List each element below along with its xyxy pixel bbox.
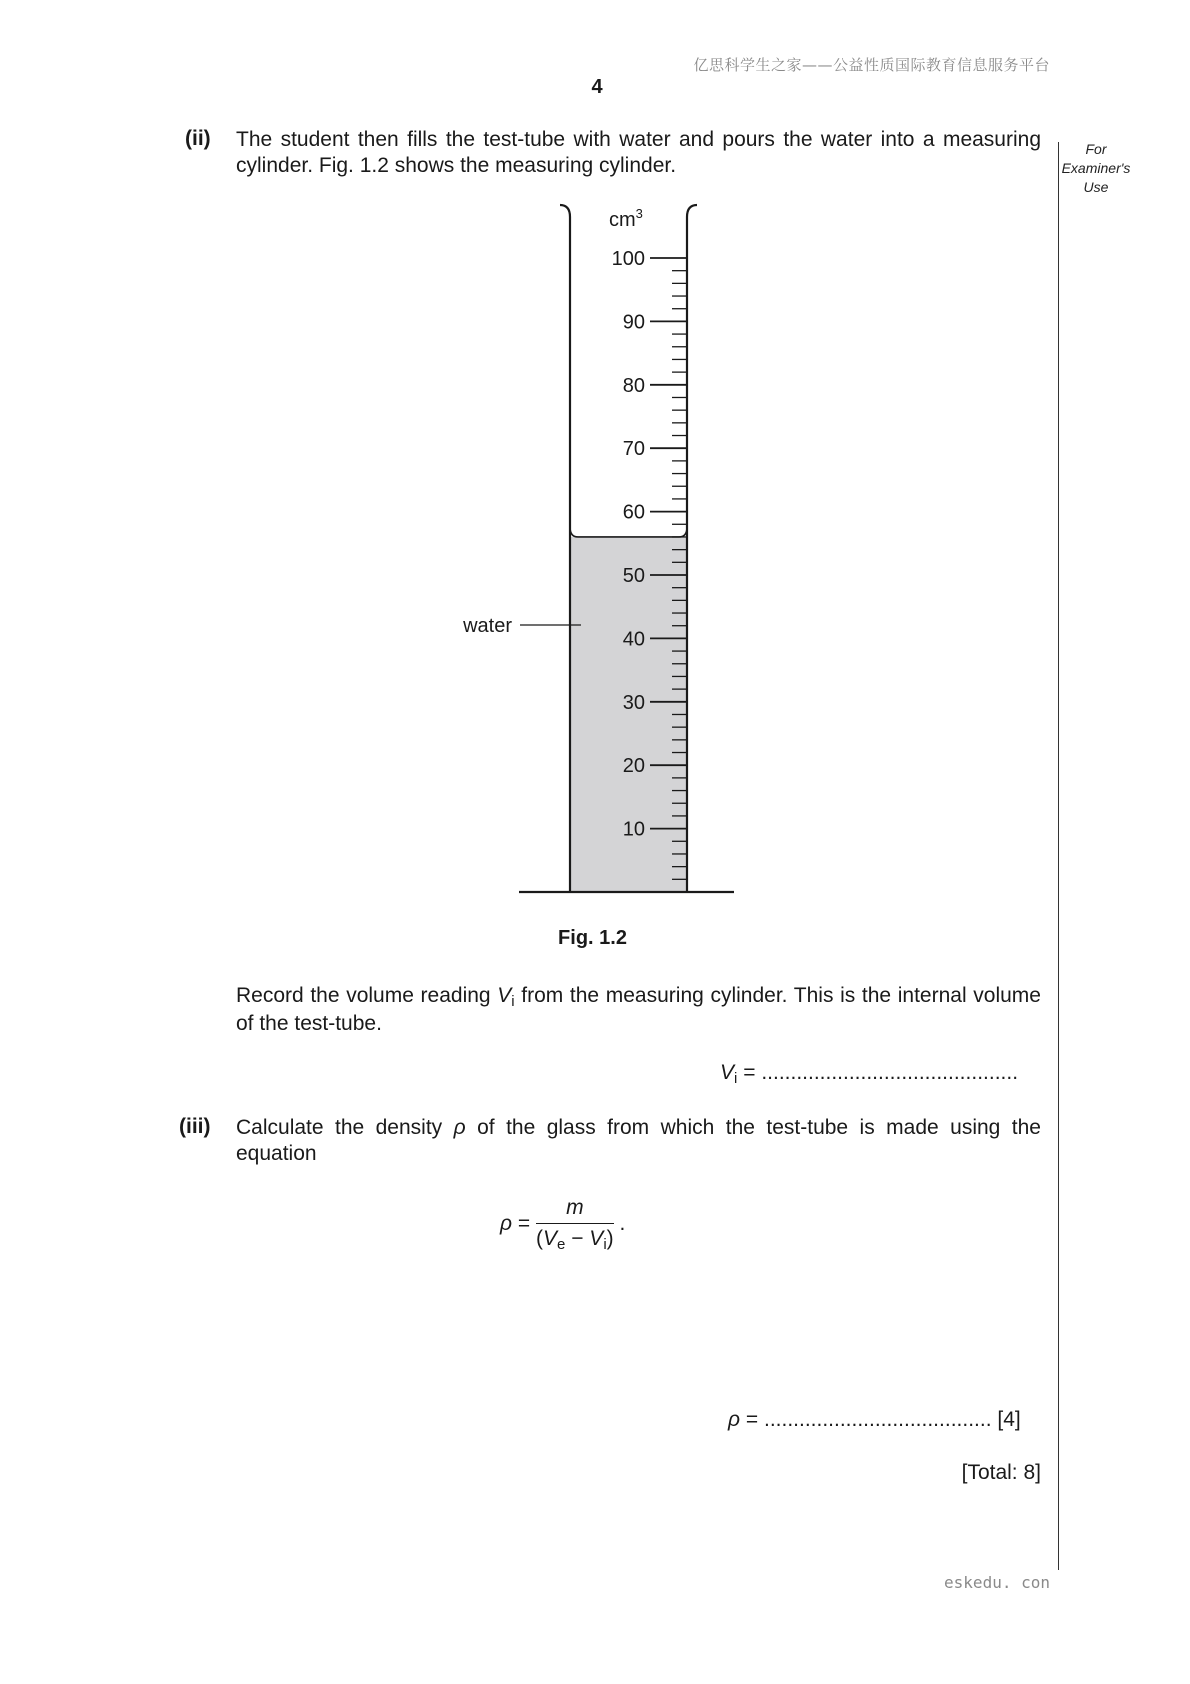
water-meniscus [570,527,687,537]
scale-label: 90 [622,311,645,334]
part-ii-label: (ii) [185,127,211,150]
examiner-note-line2: Examiner's [1061,160,1131,176]
measuring-cylinder [462,205,734,892]
instruction-text-start: Record the volume reading [236,984,491,1007]
record-volume-instruction [236,983,1041,1037]
rho-answer-dots: ....................................... [763,1408,992,1431]
rho-symbol: ρ [453,1116,466,1139]
vi-answer-dots: ............................................ [761,1061,1019,1084]
cylinder-right-wall [687,205,697,892]
instruction-text-end: from the measuring cylinder. This is the internal volume of the test-tube. [236,984,1041,1035]
scale-label: 80 [622,374,645,397]
examiner-note-line3: Use [1083,179,1109,195]
rho-answer-symbol: ρ [728,1408,741,1431]
vi-answer-symbol: $V_i$ [720,1061,738,1087]
unit-label: $cm^3$ [609,206,643,231]
footer-watermark: eskedu. con [944,1573,1050,1592]
part-iii-text: Calculate the density ρ of the glass from which the test-tube is made using the equation [236,1116,1041,1165]
vi-symbol: $V_i$ [497,984,515,1010]
rho-answer-line[interactable] [728,1408,1021,1432]
header-watermark: 亿思科学生之家——公益性质国际教育信息服务平台 [693,56,1050,74]
water-label: water [463,615,512,637]
figure-caption: Fig. 1.2 [558,927,627,949]
scale-label: 60 [622,501,645,524]
vi-answer-line[interactable] [720,1061,1018,1085]
marks-label: [4] [997,1408,1021,1431]
equation-numerator: m [536,1195,614,1224]
scale-label: 100 [611,248,645,270]
examiner-note-line1: For [1085,141,1107,157]
part-iii-label: (iii) [179,1115,211,1138]
equation-equals: = [517,1212,531,1236]
scale-label: 10 [622,818,645,841]
equation-period: . [619,1212,626,1236]
equation-fraction [536,1195,614,1254]
scale-label: 70 [622,438,645,461]
scale-label: 30 [622,691,645,714]
equation-rho: ρ [500,1212,513,1236]
scale-label: 40 [622,628,645,651]
total-marks: [Total: 8] [961,1461,1041,1484]
scale-label: 20 [622,755,645,778]
equation-denominator: $(V_e - V_i)$ [535,1227,614,1253]
vi-equals: = [743,1061,756,1084]
examiner-margin-rule [1058,142,1059,1570]
scale-label: 50 [622,565,645,587]
page-number: 4 [591,76,603,98]
measuring-cylinder-figure [440,195,740,905]
density-equation [500,1195,625,1254]
examiner-use-note [1060,140,1132,197]
cylinder-left-wall [560,205,570,892]
rho-equals: = [745,1408,759,1431]
part-ii-text: The student then fills the test-tube with water and pours the water into a measuring cylinder. Fig. 1.2 shows the measuring cylinder. [236,128,1041,177]
